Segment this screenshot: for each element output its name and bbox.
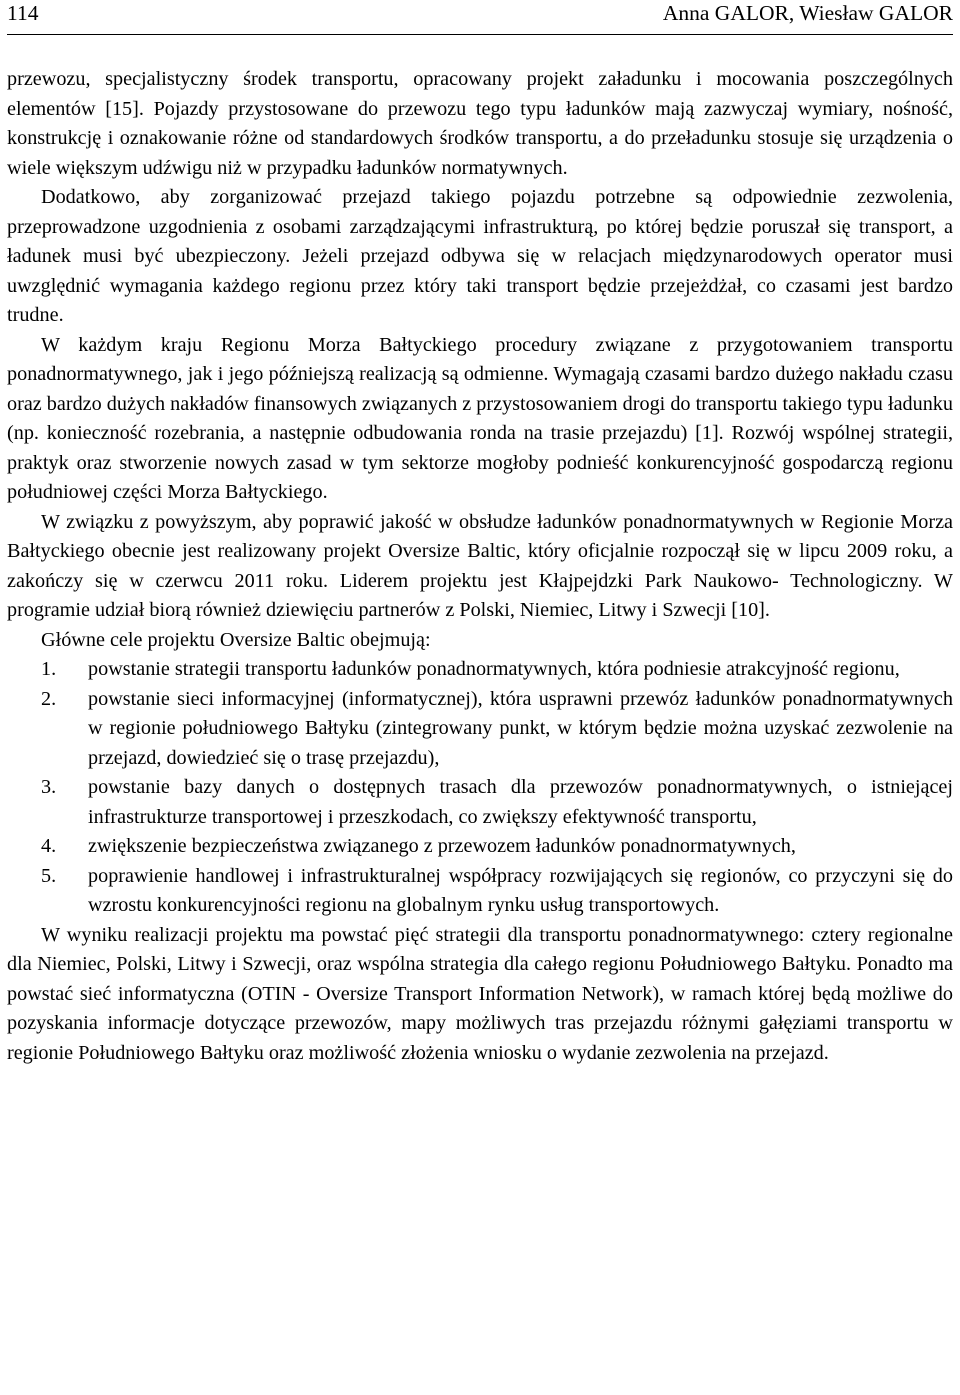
goals-list (7, 655, 953, 921)
list-item (7, 685, 953, 774)
list-item (7, 832, 953, 862)
page-number: 114 (7, 1, 39, 25)
list-item (7, 655, 953, 685)
list-item-number: 2. (41, 687, 57, 710)
paragraph-continuation: przewozu, specjalistyczny środek transportu, opracowany projekt załadunku i mocowania poszczególnych elementów [15]. Pojazdy przystosowane do przewozu tego typu ładunków mają zazwyczaj wymiary, nośność, konstrukcję i oznakowanie różne od standardowych środków transportu, a do przeładunku stosuje się urządzenia o wiele większym udźwigu niż w przypadku ładunków normatywnych. (7, 68, 953, 179)
list-item-text: powstanie sieci informacyjnej (informatycznej), która usprawni przewóz ładunków ponadnormatywnych w regionie południowego Bałtyku (zintegrowany punkt, w którym będzie można uzyskać zezwolenie na przejazd, dowiedzieć się o trasę przejazdu), (88, 687, 953, 769)
list-item-text: powstanie bazy danych o dostępnych trasach dla przewozów ponadnormatywnych, o istniejącej infrastrukturze transportowej i przeszkodach, co zwiększy efektywność transportu, (88, 776, 953, 828)
paragraph-procedures: W każdym kraju Regionu Morza Bałtyckiego procedury związane z przygotowaniem transportu ponadnormatywnego, jak i jego późniejszą realizacją są odmienne. Wymagają czasami bardzo dużego nakładu czasu oraz bardzo dużych nakładów finansowych związanych z przystosowaniem drogi do transportu takiego typu ładunku (np. konieczność rozebrania, a następnie odbudowania ronda na trasie przejazdu) [1]. Rozwój wspólnej strategii, praktyk oraz stworzenie nowych zasad w tym sektorze mogłoby podnieść konkurencyjność gospodarczą regionu południowej części Morza Bałtyckiego. (7, 333, 953, 503)
paragraph-results: W wyniku realizacji projektu ma powstać pięć strategii dla transportu ponadnormatywnego: cztery regionalne dla Niemiec, Polski, Litwy i Szwecji, oraz wspólna strategia dla całego regionu Południowego Bałtyku. Ponadto ma powstać sieć informatyczna (OTIN - Oversize Transport Information Network), w ramach której będą możliwe do pozyskania informacje dotyczące przewozów, mapy możliwych tras przejazdu różnymi gałęziami transportu w regionie Południowego Bałtyku oraz możliwość złożenia wniosku o wydanie zezwolenia na przejazd. (7, 923, 953, 1064)
list-item-text: poprawienie handlowej i infrastrukturalnej współpracy rozwijających się regionów, co przyczyni się do wzrostu konkurencyjności regionu na globalnym rynku usług transportowych. (88, 864, 953, 916)
list-item (7, 773, 953, 832)
list-item-text: zwiększenie bezpieczeństwa związanego z przewozem ładunków ponadnormatywnych, (88, 835, 796, 857)
paragraph-permits: Dodatkowo, aby zorganizować przejazd takiego pojazdu potrzebne są odpowiednie zezwolenia, przeprowadzone uzgodnienia z osobami zarządzającymi infrastrukturą, po której będzie poruszał się transport, a ładunek musi być ubezpieczony. Jeżeli przejazd odbywa się w relacjach międzynarodowych operator musi uwzględnić wymagania każdego regionu przez który taki transport będzie przejeżdżał, co czasami jest bardzo trudne. (7, 186, 953, 326)
list-item-number: 1. (41, 658, 57, 680)
running-head-authors: Anna GALOR, Wiesław GALOR (662, 1, 953, 25)
list-item-number: 4. (41, 835, 57, 857)
list-item (7, 862, 953, 921)
paragraph-oversize-baltic: W związku z powyższym, aby poprawić jakość w obsłudze ładunków ponadnormatywnych w Regionie Morza Bałtyckiego obecnie jest realizowany projekt Oversize Baltic, który oficjalnie rozpoczął się w lipcu 2009 roku, a zakończy się w czerwcu 2011 roku. Liderem projektu jest Kłajpejdzki Park Naukowo- Technologiczny. W programie udział biorą również dziewięciu partnerów z Polski, Niemiec, Litwy i Szwecji [10]. (7, 510, 953, 621)
document-page (7, 0, 953, 1068)
page-header (7, 0, 953, 35)
list-item-number: 5. (41, 864, 57, 887)
list-item-text: powstanie strategii transportu ładunków ponadnormatywnych, która podniesie atrakcyjność regionu, (88, 658, 900, 680)
paragraph-goals-intro: Główne cele projektu Oversize Baltic obejmują: (41, 628, 431, 651)
body-text (7, 65, 953, 1068)
list-item-number: 3. (41, 776, 57, 798)
